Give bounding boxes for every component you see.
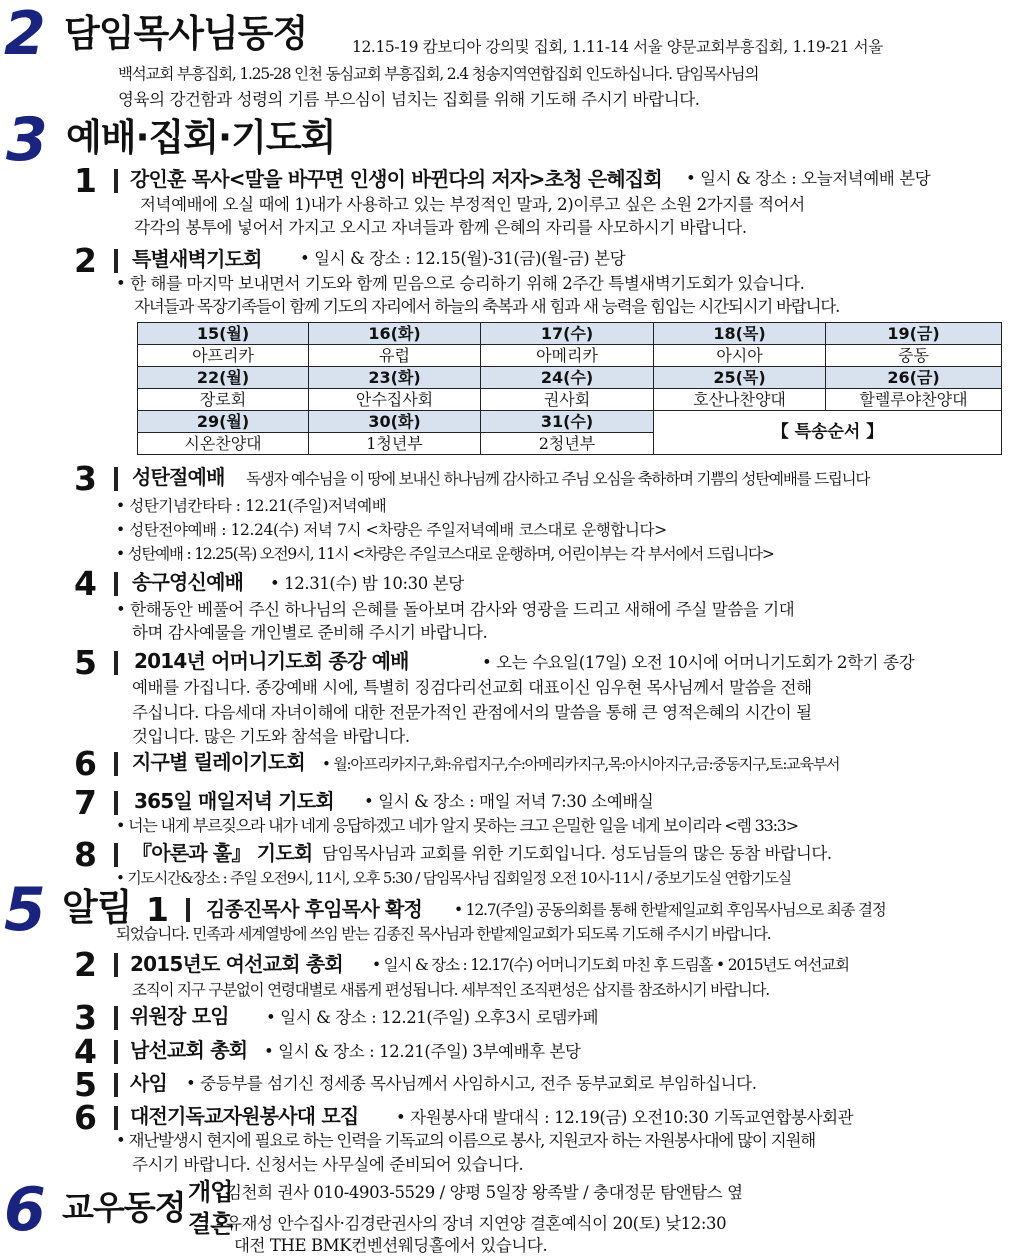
item-divider: [114, 1006, 118, 1030]
item-divider: [114, 467, 118, 491]
entry-label-wedding: 결혼: [188, 1210, 233, 1238]
table-cell: 중동: [826, 345, 1002, 367]
item-divider: [114, 953, 118, 977]
entry-label-opening: 개업: [188, 1178, 233, 1206]
item-divider: [114, 1106, 118, 1130]
item-line: 주시기 바랍니다. 신청서는 사무실에 준비되어 있습니다.: [132, 1155, 524, 1174]
item-title: 강인훈 목사<말을 바꾸면 인생이 바뀐다의 저자>초청 은혜집회: [130, 167, 662, 191]
item-title: 『아론과 훌』 기도회: [132, 841, 313, 865]
item-title: 특별새벽기도회: [132, 247, 262, 271]
item-number: 8: [74, 835, 97, 874]
item-line: 담임목사님과 교회를 위한 기도회입니다. 성도님들의 많은 동참 바랍니다.: [322, 844, 832, 863]
table-cell: 31(수): [481, 411, 654, 433]
table-cell: 유럽: [309, 345, 481, 367]
table-cell: 25(목): [654, 367, 826, 389]
sec2-line-2: 백석교회 부흥집회, 1.25-28 인천 동심교회 부흥집회, 2.4 청송지역연합집회 인도하십니다. 담임목사님의: [118, 65, 759, 83]
table-cell: 17(수): [481, 323, 654, 345]
table-row: [138, 323, 1002, 345]
item-title: 남선교회 총회: [130, 1038, 248, 1062]
table-cell: 23(화): [309, 367, 481, 389]
item-divider: [114, 791, 118, 815]
table-cell: 18(목): [654, 323, 826, 345]
item-title: 송구영신예배: [132, 570, 244, 594]
item-line: • 월:아프리카지구,화:유럽지구,수:아메리카지구,목:아시아지구,금:중동지구,토:교육부서: [322, 755, 840, 773]
item-line: • 일시 & 장소 : 12.21(주일) 3부예배후 본당: [264, 1042, 581, 1061]
section-title-pastor-news: 담임목사님동정: [64, 12, 308, 55]
item-title: 성탄절예배: [132, 465, 225, 489]
item-divider: [186, 898, 190, 922]
item-line: 하며 감사예물을 개인별로 준비해 주시기 바랍니다.: [132, 623, 488, 642]
section-number-5: 5: [4, 875, 46, 945]
item-title: 2014년 어머니기도회 종강 예배: [134, 649, 409, 673]
item-line: 예배를 가집니다. 종강예배 시에, 특별히 징검다리선교회 대표이신 임우현 목사님께서 말씀을 전해: [132, 678, 812, 697]
item-number: 1: [146, 890, 169, 929]
item-line: 저녁예배에 오실 때에 1)내가 사용하고 있는 부정적인 말과, 2)이루고 싶은 소원 2가지를 적어서: [140, 195, 805, 214]
item-divider: [114, 651, 118, 675]
item-line: • 기도시간&장소 : 주일 오전9시, 11시, 오후 5:30 / 담임목사님 집회일정 오전 10시-11시 / 중보기도실 연합기도실: [116, 869, 791, 887]
entry-line: 대전 THE BMK컨벤션웨딩홀에서 있습니다.: [234, 1236, 548, 1255]
table-cell: 2청년부: [481, 433, 654, 455]
table-cell: 26(금): [826, 367, 1002, 389]
table-cell: 15(월): [138, 323, 309, 345]
section-number-2: 2: [4, 0, 46, 69]
entry-line: - 유재성 안수집사·김경란권사의 장녀 지연양 결혼예식이 20(토) 낮12:30: [216, 1214, 727, 1233]
item-line: • 일시 & 장소 : 매일 저녁 7:30 소예배실: [364, 792, 654, 811]
item-line: • 일시 & 장소 : 12.15(월)-31(금)(월-금) 본당: [300, 249, 626, 268]
table-cell: 24(수): [481, 367, 654, 389]
item-title: 2015년도 여선교회 총회: [130, 952, 343, 976]
sec2-line-3: 영육의 강건함과 성령의 기름 부으심이 넘치는 집회를 위해 기도해 주시기 바랍니다.: [118, 90, 700, 109]
item-line: 주십니다. 다음세대 자녀이해에 대한 전문가적인 관점에서의 말씀을 통해 큰 영적은혜의 시간이 될: [132, 703, 812, 722]
table-cell: 1청년부: [309, 433, 481, 455]
table-cell: 아시아: [654, 345, 826, 367]
item-divider: [114, 169, 118, 193]
item-line: 각각의 봉투에 넣어서 가지고 오시고 자녀들과 함께 은혜의 자리를 사모하시기 바랍니다.: [134, 218, 747, 237]
item-number: 4: [74, 1032, 97, 1071]
item-number: 2: [74, 945, 97, 984]
prayer-schedule-table: [137, 322, 1002, 455]
item-divider: [114, 752, 118, 776]
table-cell: 19(금): [826, 323, 1002, 345]
item-line: • 자원봉사대 발대식 : 12.19(금) 오전10:30 기독교연합봉사회관: [396, 1108, 854, 1127]
item-title: 위원장 모임: [130, 1004, 229, 1028]
item-divider: [114, 843, 118, 867]
item-line: • 성탄기념칸타타 : 12.21(주일)저녁예배: [116, 497, 387, 515]
item-line: 조직이 지구 구분없이 연령대별로 새롭게 편성됩니다. 세부적인 조직편성은 삽지를 참조하시기 바랍니다.: [132, 981, 769, 999]
table-cell: 22(월): [138, 367, 309, 389]
entry-line: - 김천희 권사 010-4903-5529 / 양평 5일장 왕족발 / 충대정문 탐앤탐스 옆: [216, 1183, 743, 1202]
table-cell: 29(월): [138, 411, 309, 433]
item-line: 독생자 예수님을 이 땅에 보내신 하나님께 감사하고 주님 오심을 축하하며 기쁨의 성탄예배를 드립니다: [246, 470, 870, 488]
item-line: 자녀들과 목장기족들이 함께 기도의 자리에서 하늘의 축복과 새 힘과 새 능력을 힘입는 시간되시기 바랍니다.: [134, 297, 840, 316]
table-cell: 시온찬양대: [138, 433, 309, 455]
item-line: • 재난발생시 현지에 필요로 하는 인력을 기독교의 이름으로 봉사, 지원코자 하는 자원봉사대에 많이 지원해: [116, 1131, 815, 1150]
table-cell: 16(화): [309, 323, 481, 345]
item-title: 김종진목사 후임목사 확정: [206, 897, 423, 921]
table-row: [138, 345, 1002, 367]
table-row: [138, 411, 1002, 433]
item-number: 3: [74, 998, 97, 1037]
item-number: 5: [74, 1065, 97, 1104]
item-line: • 너는 내게 부르짖으라 내가 네게 응답하겠고 네가 알지 못하는 크고 은밀한 일을 네게 보이리라 <렘 33:3>: [116, 816, 798, 835]
section-title-worship: 예배·집회·기도회: [66, 116, 336, 159]
item-title: 365일 매일저녁 기도회: [134, 789, 334, 813]
item-title: 지구별 릴레이기도회: [132, 750, 305, 774]
item-line: • 성탄예배 : 12.25(목) 오전9시, 11시 <차량은 주일코스대로 운행하며, 어린이부는 각 부서에서 드립니다>: [116, 545, 774, 563]
section-title-notices: 알림: [62, 886, 132, 929]
item-line: • 중등부를 섬기신 정세종 목사님께서 사임하시고, 전주 동부교회로 부임하십니다.: [186, 1074, 757, 1093]
table-row: [138, 389, 1002, 411]
table-row: [138, 367, 1002, 389]
item-divider: [114, 1040, 118, 1064]
sec2-line-1: 12.15-19 캄보디아 강의및 집회, 1.11-14 서울 양문교회부흥집회, 1.19-21 서울: [352, 38, 883, 56]
table-cell: 권사회: [481, 389, 654, 411]
item-number: 7: [74, 783, 97, 822]
item-line: • 일시 & 장소 : 12.17(수) 어머니기도회 마친 후 드림홀 • 2015년도 여선교회: [372, 956, 849, 974]
item-number: 6: [74, 744, 97, 783]
item-line: • 한 해를 마지막 보내면서 기도와 함께 믿음으로 승리하기 위해 2주간 특별새벽기도회가 있습니다.: [116, 274, 805, 293]
table-cell: 호산나찬양대: [654, 389, 826, 411]
table-cell: 할렐루야찬양대: [826, 389, 1002, 411]
special-music-label: 【 특송순서 】: [654, 411, 1002, 455]
item-line: • 12.31(수) 밤 10:30 본당: [270, 574, 464, 593]
item-line: • 성탄전야예배 : 12.24(수) 저녁 7시 <차량은 주일저녁예배 코스대로 운행합니다>: [116, 521, 667, 539]
item-number: 1: [74, 161, 97, 200]
section-number-3: 3: [6, 105, 48, 175]
item-line: • 일시 & 장소 : 12.21(주일) 오후3시 로뎀카페: [266, 1008, 599, 1027]
item-line: • 12.7(주일) 공동의회를 통해 한밭제일교회 후임목사님으로 최종 결정: [454, 901, 886, 919]
item-divider: [114, 1073, 118, 1097]
table-cell: 장로회: [138, 389, 309, 411]
item-line: • 오는 수요일(17일) 오전 10시에 어머니기도회가 2학기 종강: [482, 653, 915, 672]
table-cell: 안수집사회: [309, 389, 481, 411]
item-line: • 일시 & 장소 : 오늘저녁예배 본당: [686, 169, 931, 188]
table-cell: 30(화): [309, 411, 481, 433]
item-line: 되었습니다. 민족과 세계열방에 쓰임 받는 김종진 목사님과 한밭제일교회가 되도록 기도해 주시기 바랍니다.: [116, 925, 771, 943]
item-title: 사임: [130, 1071, 168, 1095]
table-cell: 아메리카: [481, 345, 654, 367]
section-number-6: 6: [4, 1175, 46, 1245]
item-number: 3: [74, 459, 97, 498]
table-cell: 아프리카: [138, 345, 309, 367]
item-line: 것입니다. 많은 기도와 참석을 바랍니다.: [132, 727, 410, 746]
item-divider: [114, 249, 118, 273]
item-number: 2: [74, 241, 97, 280]
item-divider: [114, 572, 118, 596]
section-title-member-news: 교우동정: [62, 1188, 186, 1227]
item-number: 6: [74, 1098, 97, 1137]
item-line: • 한해동안 베풀어 주신 하나님의 은혜를 돌아보며 감사와 영광을 드리고 새해에 주실 말씀을 기대: [116, 600, 795, 619]
item-number: 4: [74, 564, 97, 603]
item-title: 대전기독교자원봉사대 모집: [130, 1104, 359, 1128]
item-number: 5: [74, 643, 97, 682]
